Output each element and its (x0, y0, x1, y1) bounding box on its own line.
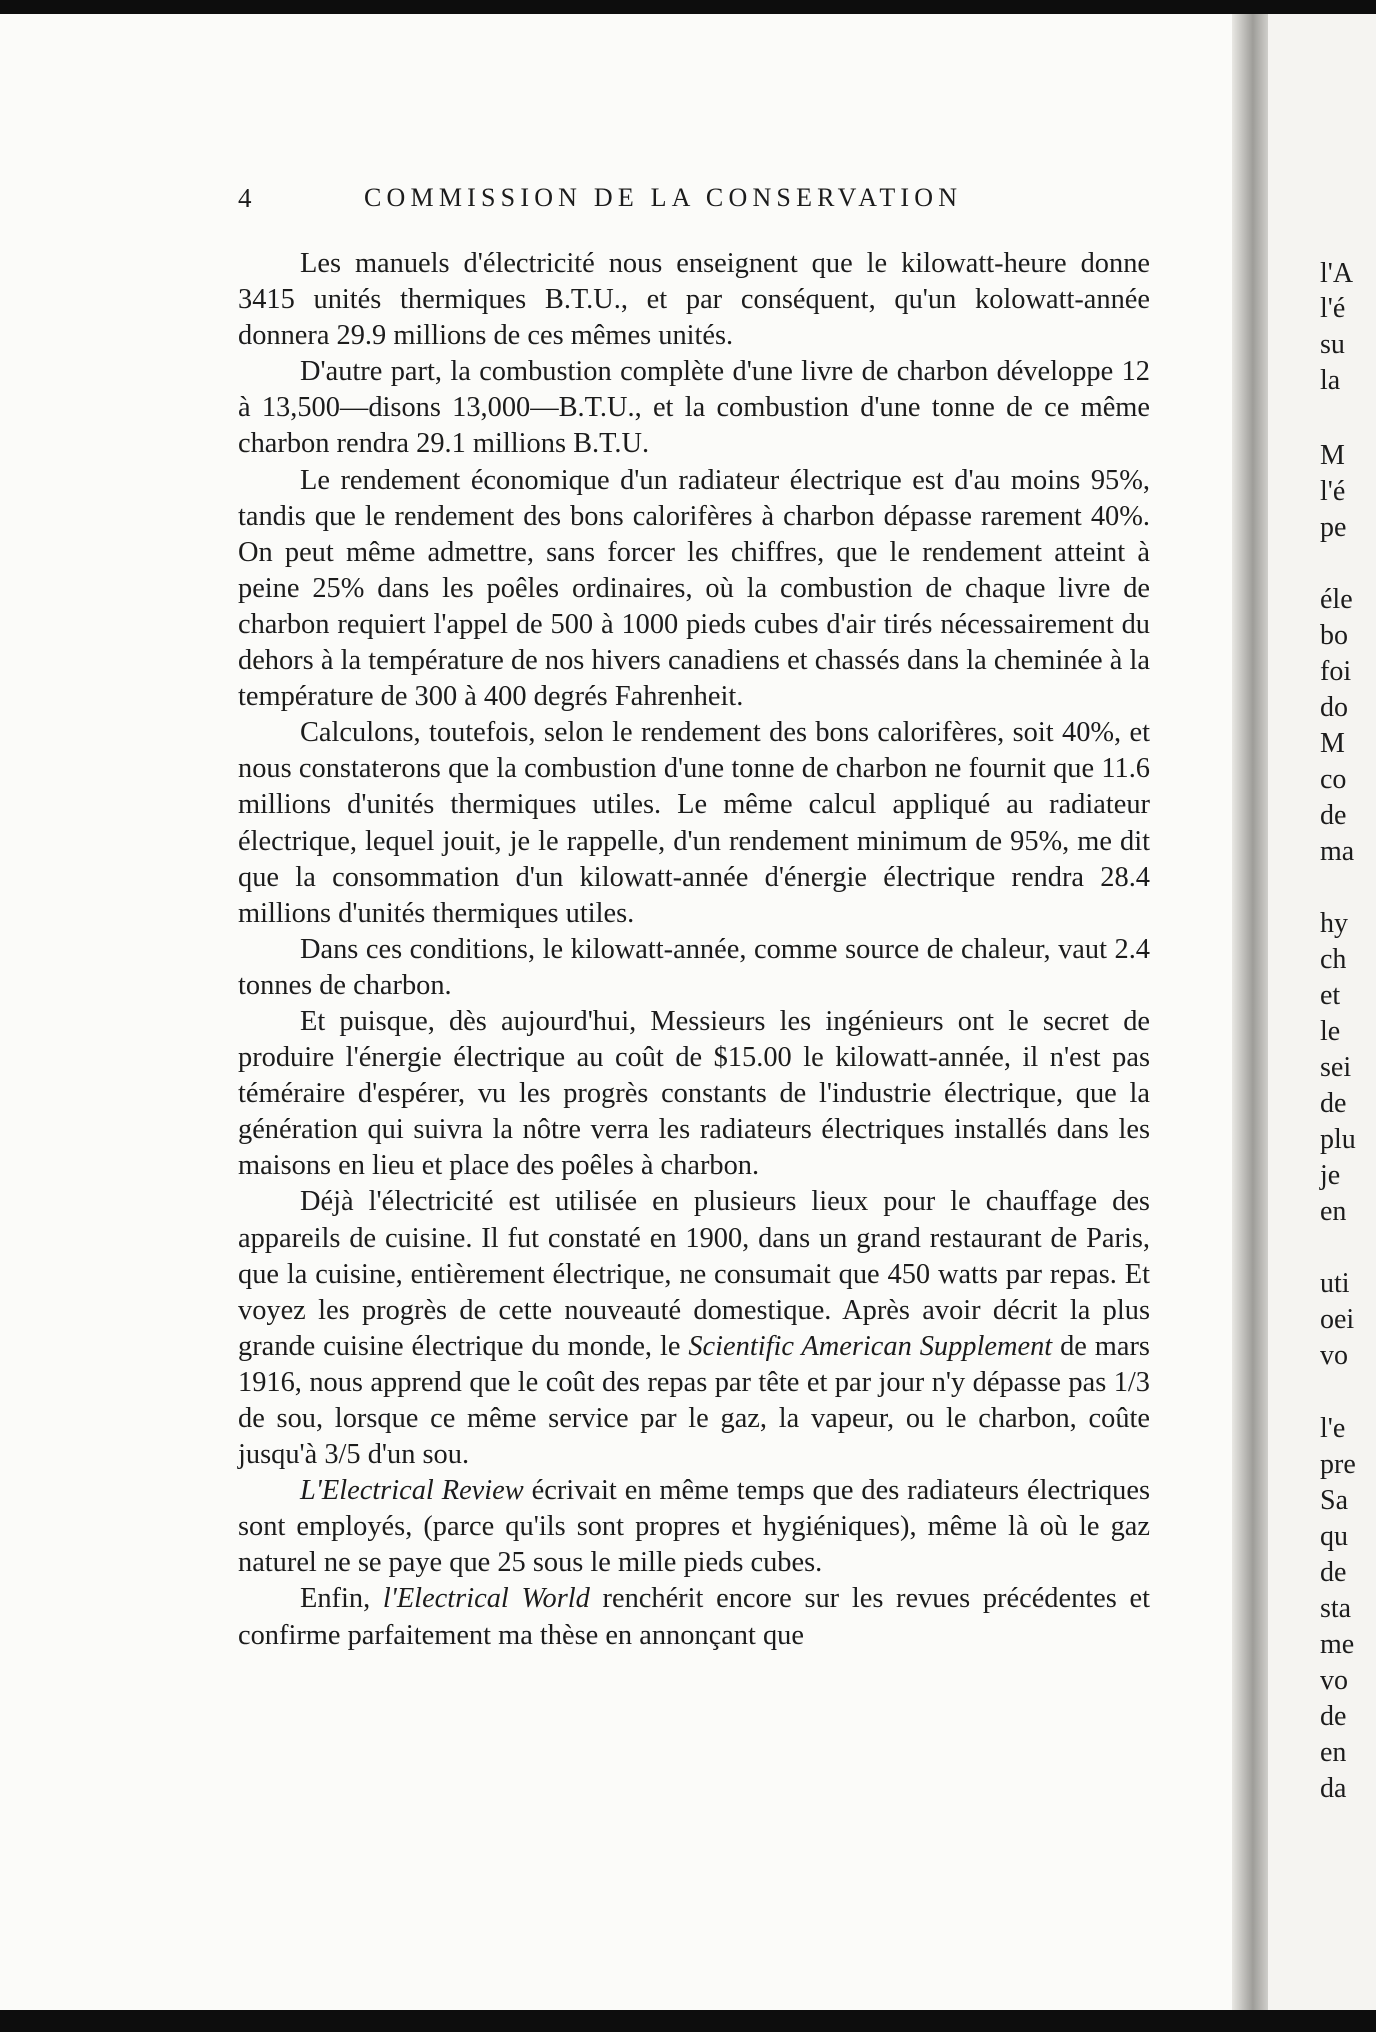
right-page-fragment: foi (1320, 656, 1352, 687)
right-page-fragment: co (1320, 764, 1347, 795)
right-page-fragment: do (1320, 692, 1348, 723)
publication-title: Scientific American Supplement (688, 1330, 1053, 1362)
right-page-fragment: éle (1320, 584, 1353, 615)
right-page-fragment: Sa (1320, 1485, 1348, 1516)
right-page-fragment: l'e (1320, 1413, 1346, 1444)
right-page-fragment: en (1320, 1196, 1347, 1227)
paragraph: Et puisque, dès aujourd'hui, Messieurs les ingénieurs ont le secret de produire l'énergie électrique au coût de $15.00 le kilowatt-année, il n'est pas téméraire d'espérer, vu les progrès constants de l'industrie électrique, que la génération qui suivra la nôtre verra les radiateurs électriques installés dans les maisons en lieu et place des poêles à charbon. (238, 1005, 1150, 1182)
right-page-fragment: vo (1320, 1665, 1348, 1696)
paragraph (238, 1184, 1150, 1473)
right-page-fragment: de (1320, 1557, 1347, 1588)
right-page-fragment: hy (1320, 908, 1348, 939)
page-number: 4 (238, 183, 252, 213)
right-page-fragment: sei (1320, 1052, 1352, 1083)
right-page-fragment: en (1320, 1737, 1347, 1768)
paragraph: Dans ces conditions, le kilowatt-année, comme source de chaleur, vaut 2.4 tonnes de charbon. (238, 933, 1150, 1001)
right-page-fragment: pre (1320, 1449, 1356, 1480)
page-header (238, 183, 1150, 219)
right-page-fragment: da (1320, 1773, 1347, 1804)
right-page-fragment: sta (1320, 1593, 1352, 1624)
paragraph (238, 1581, 1150, 1653)
right-page-fragment: l'é (1320, 293, 1346, 324)
right-page-fragment: le (1320, 1016, 1341, 1047)
right-page-fragment: ch (1320, 944, 1347, 975)
paragraph: Calculons, toutefois, selon le rendement des bons calorifères, soit 40%, et nous constaterons que la combustion d'une tonne de charbon ne fournit que 11.6 millions d'unités thermiques utiles. Le même calcul appliqué au radiateur électrique, lequel jouit, je le rappelle, d'un rendement minimum de 95%, me dit que la consommation d'un kilowatt-année d'énergie électrique rendra 28.4 millions d'unités thermiques utiles. (238, 717, 1150, 929)
right-page-fragment: su (1320, 329, 1345, 360)
paragraph-text: de mars 1916, nous apprend que le coût des repas par tête et par jour n'y dépasse pas 1/3 de sou, lorsque ce même service par le gaz, la vapeur, ou le charbon, coûte jusqu'à 3/5 d'un sou. (238, 1330, 1150, 1471)
right-page-fragment: vo (1320, 1340, 1348, 1371)
right-page-fragment: bo (1320, 620, 1348, 651)
publication-title: L'Electrical Review (300, 1475, 524, 1507)
paragraph-text: écrivait en même temps que des radiateurs électriques sont employés, (parce qu'ils sont propres et hygiéniques), même là où le gaz naturel ne se paye que 25 sous le mille pieds cubes. (238, 1475, 1151, 1579)
right-page-fragment: M (1320, 728, 1345, 759)
paragraph-text: Déjà l'électricité est utilisée en plusieurs lieux pour le chauffage des appareils de cuisine. Il fut constaté en 1900, dans un grand restaurant de Paris, que la cuisine, entièrement électrique, ne consumait que 450 watts par repas. Et voyez les progrès de cette nouveauté domestique. Après avoir décrit la plus grande cuisine électrique du monde, le (238, 1186, 1150, 1362)
scan-top-edge (0, 0, 1376, 14)
scan-bottom-edge (0, 2010, 1376, 2032)
running-title: COMMISSION DE LA CONSERVATION (364, 183, 963, 212)
right-page-fragment: plu (1320, 1124, 1356, 1155)
paragraph: D'autre part, la combustion complète d'une livre de charbon développe 12 à 13,500—disons 13,000—B.T.U., et la combustion d'une tonne de ce même charbon rendra 29.1 millions B.T.U. (238, 356, 1150, 460)
right-page-fragment: M (1320, 440, 1345, 471)
book-gutter (1232, 14, 1270, 2010)
right-page-fragment: me (1320, 1629, 1355, 1660)
paragraph: Les manuels d'électricité nous enseignent que le kilowatt-heure donne 3415 unités thermiques B.T.U., et par conséquent, qu'un kolowatt-année donnera 29.9 millions de ces mêmes unités. (238, 248, 1150, 352)
right-page-fragment: de (1320, 1701, 1347, 1732)
right-page-fragment: ma (1320, 836, 1355, 867)
paragraph-text: renchérit encore sur les revues précédentes et confirme parfaitement ma thèse en annonçant que (238, 1583, 1151, 1651)
right-page-fragment: et (1320, 980, 1341, 1011)
right-page-fragment: de (1320, 1088, 1347, 1119)
right-page-fragment: la (1320, 365, 1341, 396)
paragraph (238, 1473, 1150, 1581)
right-page-fragment: uti (1320, 1268, 1350, 1299)
right-page-fragment: je (1320, 1160, 1341, 1191)
right-page-fragment: l'é (1320, 476, 1346, 507)
publication-title: l'Electrical World (382, 1583, 590, 1615)
body-text (238, 246, 1150, 1654)
right-page-fragment: qu (1320, 1521, 1348, 1552)
right-page-fragment: de (1320, 800, 1347, 831)
paragraph: Le rendement économique d'un radiateur électrique est d'au moins 95%, tandis que le rendement des bons calorifères à charbon dépasse rarement 40%. On peut même admettre, sans forcer les chiffres, que le rendement atteint à peine 25% dans les poêles ordinaires, où la combustion de chaque livre de charbon requiert l'appel de 500 à 1000 pieds cubes d'air tirés nécessairement du dehors à la température de nos hivers canadiens et chassés dans la cheminée à la température de 300 à 400 degrés Fahrenheit. (238, 464, 1150, 713)
right-page-fragment: l'A (1320, 258, 1354, 289)
right-page-fragment: pe (1320, 512, 1347, 543)
paragraph-text: Enfin, (300, 1583, 383, 1615)
right-page-fragment: oei (1320, 1304, 1355, 1335)
